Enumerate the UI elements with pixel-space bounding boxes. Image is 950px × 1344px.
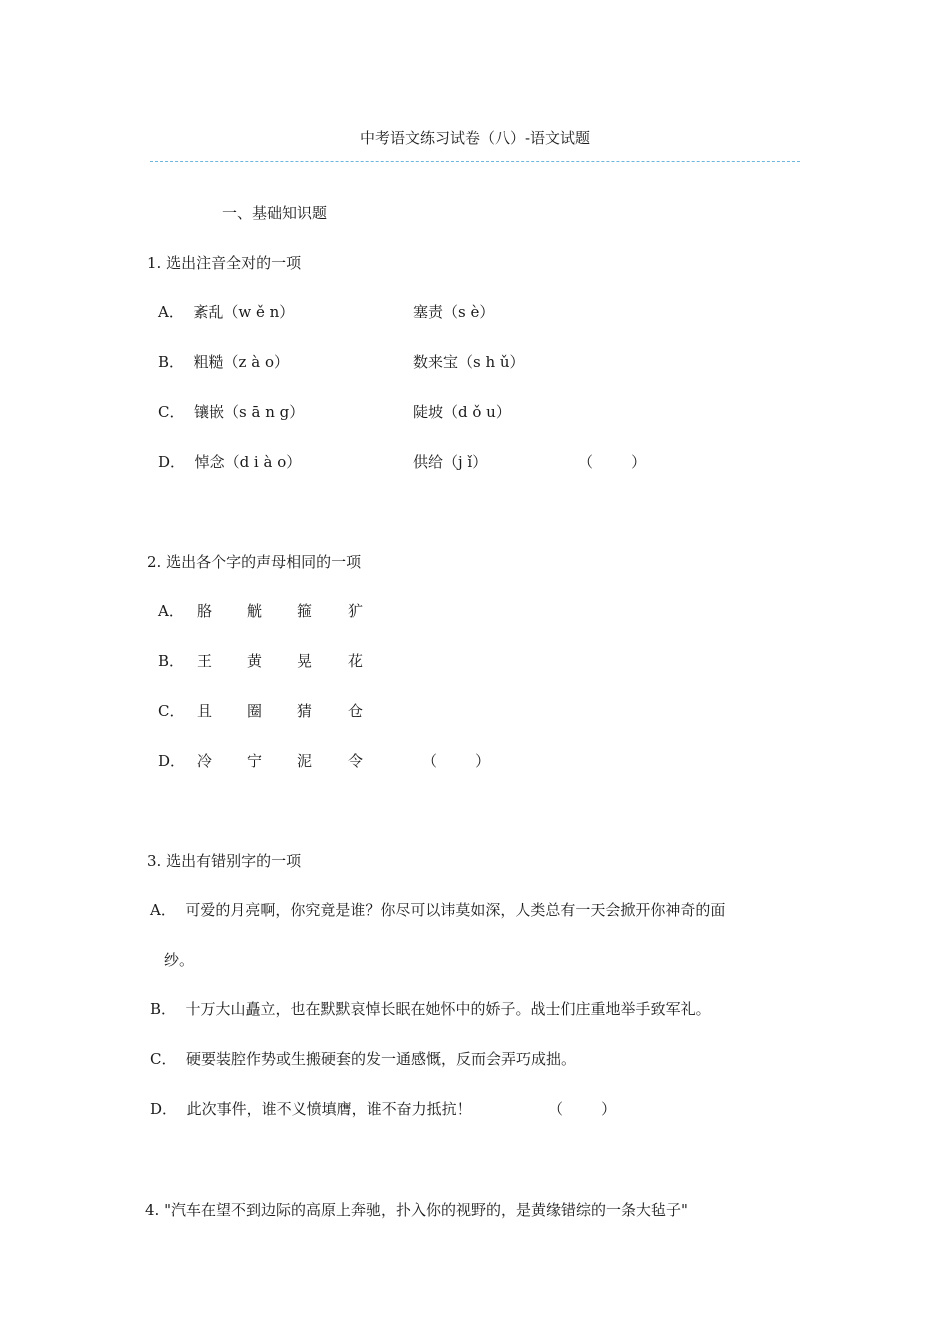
q3-option-b: B． 十万大山矗立，也在默默哀悼长眠在她怀中的娇子。战士们庄重地举手致军礼。 <box>150 1000 711 1018</box>
q2-option-c-label: C． <box>158 702 185 720</box>
q2-answer-blank: （ ） <box>422 752 491 770</box>
q2-option-d-label: D． <box>158 752 186 770</box>
q2-option-a-char: 犷 <box>348 602 364 620</box>
page-title: 中考语文练习试卷（八）-语文试题 <box>359 129 591 147</box>
q1-option-a: A． 紊乱（w ě n） <box>158 303 295 321</box>
question-3-stem: 3. 选出有错别字的一项 <box>147 852 302 870</box>
q2-option-c-char: 猜 <box>297 702 313 720</box>
question-4-stem: 4. "汽车在望不到边际的高原上奔驰，扑入你的视野的，是黄缘错综的一条大毡子" <box>145 1201 688 1219</box>
q2-option-a-char: 箍 <box>297 602 313 620</box>
q1-option-d-second: 供给（j ǐ） <box>413 453 488 471</box>
q1-option-b: B． 粗糙（z à o） <box>158 353 289 371</box>
q2-option-c-char: 且 <box>197 702 213 720</box>
q2-option-d-char: 冷 <box>197 752 213 770</box>
q1-option-a-second: 塞责（s è） <box>413 303 495 321</box>
q2-option-b-char: 黄 <box>247 652 263 670</box>
q2-option-b-char: 晃 <box>297 652 313 670</box>
q2-option-d-char: 泥 <box>297 752 313 770</box>
q2-option-a-char: 觥 <box>247 602 263 620</box>
q3-option-a-continued: 纱。 <box>164 951 195 969</box>
q3-option-c: C． 硬要装腔作势或生搬硬套的发一通感慨，反而会弄巧成拙。 <box>150 1050 577 1068</box>
q2-option-a-char: 胳 <box>197 602 213 620</box>
q1-option-b-second: 数来宝（s h ǔ） <box>413 353 525 371</box>
q3-option-a: A． 可爱的月亮啊，你究竟是谁？你尽可以讳莫如深，人类总有一天会掀开你神奇的面 <box>150 901 726 919</box>
q2-option-a-label: A． <box>158 602 184 620</box>
q2-option-d-char: 宁 <box>247 752 263 770</box>
q1-option-d: D． 悼念（d i à o） <box>158 453 302 471</box>
q2-option-b-char: 王 <box>197 652 213 670</box>
section-heading: 一、基础知识题 <box>222 204 328 222</box>
title-divider <box>150 161 800 162</box>
q2-option-c-char: 仓 <box>348 702 364 720</box>
question-2-stem: 2. 选出各个字的声母相同的一项 <box>147 553 362 571</box>
q3-option-d: D． 此次事件，谁不义愤填膺，谁不奋力抵抗！ <box>150 1100 472 1118</box>
q1-answer-blank: （ ） <box>578 453 647 471</box>
q2-option-b-label: B． <box>158 652 185 670</box>
q1-option-c: C． 镶嵌（s ā n g） <box>158 403 305 421</box>
q3-answer-blank: （ ） <box>548 1100 617 1118</box>
q1-option-c-second: 陡坡（d ǒ u） <box>413 403 511 421</box>
q2-option-c-char: 圈 <box>247 702 263 720</box>
q2-option-d-char: 令 <box>348 752 364 770</box>
question-1-stem: 1. 选出注音全对的一项 <box>147 254 302 272</box>
q2-option-b-char: 花 <box>348 652 364 670</box>
